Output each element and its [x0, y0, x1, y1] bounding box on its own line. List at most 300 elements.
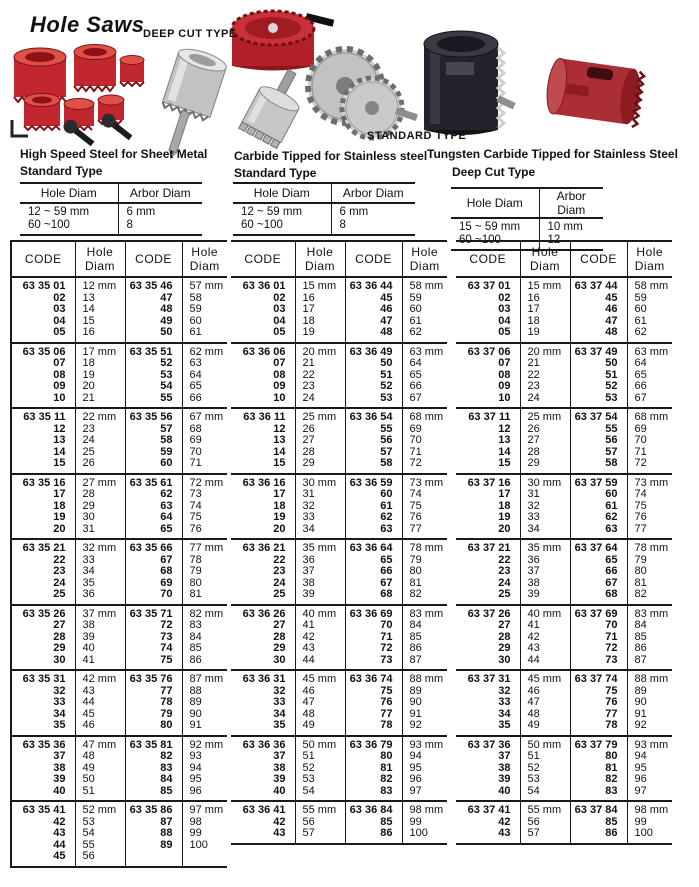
code-cell: 24	[498, 576, 511, 589]
code-cell: 85	[345, 817, 402, 829]
hole-diam-cell: 24	[75, 435, 125, 447]
hole-diam-cell: 15	[75, 316, 125, 328]
code-cell: 25	[11, 589, 75, 605]
code-cell: 58	[345, 458, 402, 474]
code-cell: 71	[570, 632, 627, 644]
code-cell: 29	[11, 643, 75, 655]
hole-diam-cell: 41	[520, 620, 570, 632]
code-cell: 56	[570, 435, 627, 447]
hole-diam-cell: 18	[75, 358, 125, 370]
hole-diam-cell: 74	[402, 489, 447, 501]
code-cell: 57	[345, 447, 402, 459]
code-cell: 70	[125, 589, 182, 605]
hole-diam-cell: 52	[520, 763, 570, 775]
hole-diam-cell: 26	[520, 424, 570, 436]
hole-diam-cell: 93 mm	[402, 736, 447, 752]
hole-diam-cell: 81	[182, 589, 227, 605]
hole-diam-cell: 48	[520, 709, 570, 721]
code-cell: 19	[273, 511, 286, 523]
code-cell: 83	[570, 786, 627, 802]
code-cell: 52	[125, 358, 182, 370]
code-cell: 63 36 54	[345, 408, 402, 424]
code-cell: 43	[456, 828, 520, 844]
code-cell: 14	[273, 445, 286, 458]
code-cell: 33	[498, 696, 511, 708]
hole-diam-cell: 81	[627, 578, 672, 590]
hole-diam-cell: 92	[627, 720, 672, 736]
code-cell: 09	[11, 381, 75, 393]
hole-diam-cell: 73	[182, 489, 227, 501]
hole-diam-cell: 100	[627, 828, 672, 844]
hole-diam-cell: 35 mm	[520, 539, 570, 555]
hole-diam-cell: 62	[402, 327, 447, 343]
code-cell: 47	[125, 293, 182, 305]
code-cell: 77	[570, 709, 627, 721]
hole-diam-cell: 67	[627, 393, 672, 409]
carbide-tipped-hole-saw-photo	[239, 62, 313, 149]
code-cell: 17	[11, 489, 75, 501]
circular-cutter-discs-photo	[308, 49, 418, 138]
code-cell: 78	[125, 697, 182, 709]
code-cell: 63 36 26	[231, 605, 295, 621]
hole-diam-cell: 13	[75, 293, 125, 305]
hole-diam-cell: 21	[520, 358, 570, 370]
code-cell: 02	[11, 293, 75, 305]
code-cell: 12	[498, 422, 511, 435]
hole-diam-cell: 59	[182, 304, 227, 316]
code-cell: 51	[345, 370, 402, 382]
hole-diam-cell: 39	[75, 632, 125, 644]
hole-diam-cell: 23	[75, 424, 125, 436]
hole-diam-cell: 47	[520, 697, 570, 709]
code-cell: 52	[345, 381, 402, 393]
hole-diam-cell: 32 mm	[75, 539, 125, 555]
code-cell: 63 36 64	[345, 539, 402, 555]
hole-diam-cell: 98 mm	[402, 801, 447, 817]
code-cell: 63 37 74	[570, 670, 627, 686]
spec-header-hole-diam: Hole Diam	[20, 183, 118, 203]
hole-diam-cell: 92	[402, 720, 447, 736]
hole-diam-cell: 79	[182, 566, 227, 578]
hole-diam-cell: 17	[295, 304, 345, 316]
code-cell: 51	[570, 370, 627, 382]
code-cell: 09	[273, 380, 286, 392]
hole-diam-cell: 16	[520, 293, 570, 305]
code-cell: 18	[273, 499, 286, 512]
hole-diam-cell: 43	[520, 643, 570, 655]
hole-diam-cell: 51	[520, 751, 570, 763]
hole-diam-cell: 75	[627, 501, 672, 513]
code-cell: 02	[273, 291, 286, 304]
hole-diam-cell: 82	[402, 589, 447, 605]
code-cell: 58	[570, 458, 627, 474]
code-cell: 37	[11, 751, 75, 763]
hole-diam-cell: 30 mm	[295, 474, 345, 490]
hole-diam-cell: 89	[182, 697, 227, 709]
code-cell: 07	[498, 357, 511, 369]
page-title: Hole Saws	[30, 12, 145, 37]
code-cell: 63 35 21	[11, 539, 75, 555]
code-cell: 72	[125, 620, 182, 632]
code-cell: 83	[125, 763, 182, 775]
hole-diam-cell: 80	[402, 566, 447, 578]
code-cell: 63 37 06	[456, 343, 520, 359]
code-cell: 42	[498, 815, 511, 828]
hole-diam-cell: 63 mm	[627, 343, 672, 359]
code-cell: 82	[570, 774, 627, 786]
code-cell: 75	[570, 686, 627, 698]
hole-saw-code-table-3	[456, 240, 672, 845]
hole-diam-cell: 34	[295, 524, 345, 540]
hole-diam-cell: 59	[402, 293, 447, 305]
code-cell: 75	[125, 655, 182, 671]
hole-diam-cell: 93	[182, 751, 227, 763]
code-cell: 63 37 01	[456, 277, 520, 293]
hole-diam-cell: 33	[75, 555, 125, 567]
code-cell: 63 35 26	[11, 605, 75, 621]
hole-diam-cell: 32	[520, 501, 570, 513]
hole-diam-cell: 42 mm	[75, 670, 125, 686]
hole-diam-cell: 48	[295, 709, 345, 721]
code-cell: 40	[273, 784, 286, 797]
hole-diam-cell: 40 mm	[295, 605, 345, 621]
hole-diam-cell: 44	[295, 655, 345, 671]
code-cell: 83	[345, 786, 402, 802]
hole-diam-cell: 86	[402, 643, 447, 655]
hole-diam-cell: 95	[627, 763, 672, 775]
code-cell: 05	[498, 326, 511, 338]
code-cell: 63 36 84	[345, 801, 402, 817]
code-cell: 63 37 79	[570, 736, 627, 752]
code-cell: 04	[273, 314, 286, 327]
code-cell: 63 37 49	[570, 343, 627, 359]
code-cell: 79	[125, 709, 182, 721]
code-cell: 48	[570, 327, 627, 343]
code-cell: 63 35 71	[125, 605, 182, 621]
code-cell: 60	[125, 458, 182, 474]
hole-diam-cell: 72 mm	[182, 474, 227, 490]
hole-diam-cell: 43	[75, 686, 125, 698]
hole-diam-cell: 31	[75, 524, 125, 540]
code-cell: 63 35 61	[125, 474, 182, 490]
code-cell: 76	[345, 697, 402, 709]
header-code: CODE	[345, 241, 402, 277]
small-red-hole-saw-photo	[544, 57, 645, 128]
code-cell: 85	[125, 786, 182, 802]
code-cell: 48	[345, 327, 402, 343]
black-hole-saw-photo	[424, 31, 516, 135]
code-cell: 63 36 21	[231, 539, 295, 555]
hole-diam-cell: 76	[402, 512, 447, 524]
code-cell: 55	[125, 393, 182, 409]
code-cell: 63 37 54	[570, 408, 627, 424]
hole-diam-cell: 79	[627, 555, 672, 567]
code-cell: 08	[273, 368, 286, 381]
hole-diam-cell: 78	[182, 555, 227, 567]
code-cell: 33	[273, 696, 286, 708]
hole-saw-code-table-2	[231, 240, 447, 845]
code-cell: 57	[125, 424, 182, 436]
hole-diam-cell: 45	[75, 709, 125, 721]
code-cell: 73	[125, 632, 182, 644]
hole-diam-cell: 28	[520, 447, 570, 459]
spec-header-arbor-diam: Arbor Diam	[118, 183, 202, 203]
hole-diam-cell: 85	[182, 643, 227, 655]
hole-diam-cell: 81	[402, 578, 447, 590]
spec-table-carbide-tipped	[233, 182, 415, 236]
hole-diam-cell: 51	[75, 786, 125, 802]
hole-diam-cell: 88 mm	[402, 670, 447, 686]
hole-diam-cell: 31	[520, 489, 570, 501]
code-cell: 02	[498, 291, 511, 304]
hole-diam-cell: 34	[75, 566, 125, 578]
hole-diam-cell: 36	[295, 555, 345, 567]
code-cell: 63 35 11	[11, 408, 75, 424]
hole-diam-cell: 56	[75, 851, 125, 867]
code-cell: 68	[125, 566, 182, 578]
code-cell: 12	[11, 424, 75, 436]
code-cell: 67	[345, 578, 402, 590]
code-cell: 61	[345, 501, 402, 513]
code-cell: 22	[11, 555, 75, 567]
hole-diam-cell: 46	[75, 720, 125, 736]
code-cell: 19	[498, 511, 511, 523]
hole-diam-cell: 87 mm	[182, 670, 227, 686]
hole-diam-cell: 70	[182, 447, 227, 459]
code-cell: 63 35 46	[125, 277, 182, 293]
code-cell: 58	[125, 435, 182, 447]
hole-diam-cell: 94	[182, 763, 227, 775]
code-cell: 10	[273, 391, 286, 404]
code-cell: 24	[273, 576, 286, 589]
code-cell: 63 36 59	[345, 474, 402, 490]
hole-diam-cell: 53	[75, 817, 125, 829]
hole-diam-cell: 37	[295, 566, 345, 578]
hole-diam-cell: 80	[627, 566, 672, 578]
hole-diam-cell: 35	[75, 578, 125, 590]
hole-diam-cell: 91	[627, 709, 672, 721]
hole-diam-cell: 75	[402, 501, 447, 513]
hole-diam-cell: 17	[520, 304, 570, 316]
hole-diam-cell: 33	[295, 512, 345, 524]
hole-diam-cell: 25 mm	[520, 408, 570, 424]
code-cell: 15	[273, 457, 286, 469]
code-cell: 63 35 86	[125, 801, 182, 817]
code-cell: 29	[273, 642, 286, 654]
code-cell: 38	[11, 763, 75, 775]
hole-diam-cell: 67 mm	[182, 408, 227, 424]
code-cell: 73	[570, 655, 627, 671]
hole-diam-cell: 100	[182, 840, 227, 852]
code-cell: 63 35 06	[11, 343, 75, 359]
hole-diam-cell: 22 mm	[75, 408, 125, 424]
code-cell: 70	[570, 620, 627, 632]
hole-diam-cell: 58 mm	[402, 277, 447, 293]
hole-diam-cell: 88	[182, 686, 227, 698]
hole-diam-cell: 53	[295, 774, 345, 786]
hole-diam-cell: 57 mm	[182, 277, 227, 293]
code-cell: 62	[125, 489, 182, 501]
hole-diam-cell: 58 mm	[627, 277, 672, 293]
code-cell: 63	[345, 524, 402, 540]
hole-diam-cell: 69	[402, 424, 447, 436]
hole-diam-cell: 27	[295, 435, 345, 447]
code-cell: 62	[570, 512, 627, 524]
hole-diam-cell: 59	[627, 293, 672, 305]
code-cell: 63	[570, 524, 627, 540]
hole-diam-cell: 25	[75, 447, 125, 459]
code-cell: 25	[273, 588, 286, 600]
hole-diam-cell: 35 mm	[295, 539, 345, 555]
hole-diam-cell: 88 mm	[627, 670, 672, 686]
code-cell: 32	[273, 684, 286, 697]
hole-diam-cell: 86	[627, 643, 672, 655]
hole-diam-cell: 47	[295, 697, 345, 709]
hole-diam-cell: 12 mm	[75, 277, 125, 293]
hole-saw-code-table-1	[10, 240, 227, 868]
code-cell: 63 35 56	[125, 408, 182, 424]
section-title-carbide-tipped: Carbide Tipped for Stainless steel	[234, 149, 428, 163]
hole-diam-cell: 57	[520, 828, 570, 844]
header-code: CODE	[11, 241, 75, 277]
code-cell: 63 36 31	[231, 670, 295, 686]
code-cell: 86	[570, 828, 627, 844]
hole-diam-cell: 61	[402, 316, 447, 328]
hole-diam-cell: 41	[295, 620, 345, 632]
code-cell: 17	[498, 488, 511, 500]
code-cell: 39	[498, 773, 511, 785]
code-cell: 63 36 16	[231, 474, 295, 490]
hole-diam-cell: 71	[627, 447, 672, 459]
spec-hole-range: 12 ~ 59 mm	[28, 206, 90, 218]
code-cell: 42	[273, 815, 286, 828]
hole-diam-cell: 29	[75, 501, 125, 513]
hole-diam-cell: 95	[402, 763, 447, 775]
code-cell: 20	[273, 522, 286, 535]
code-cell: 80	[570, 751, 627, 763]
code-cell: 04	[11, 316, 75, 328]
code-cell: 81	[570, 763, 627, 775]
code-cell: 37	[273, 750, 286, 762]
spec-header-hole-diam: Hole Diam	[451, 188, 539, 218]
hole-diam-cell: 99	[402, 817, 447, 829]
code-cell: 03	[498, 303, 511, 315]
hole-diam-cell: 98	[182, 817, 227, 829]
code-cell: 12	[273, 422, 286, 435]
hole-diam-cell: 30	[75, 512, 125, 524]
hole-diam-cell: 25 mm	[295, 408, 345, 424]
code-cell: 63 36 41	[231, 801, 295, 817]
hole-diam-cell: 77	[627, 524, 672, 540]
code-cell: 25	[498, 588, 511, 600]
spec-hole-range: 60 ~100	[233, 219, 331, 235]
section-title-high-speed-steel: High Speed Steel for Sheet Metal	[20, 147, 208, 161]
hole-diam-cell: 95	[182, 774, 227, 786]
hole-diam-cell: 16	[75, 327, 125, 343]
code-cell: 66	[345, 566, 402, 578]
code-cell: 75	[345, 686, 402, 698]
code-cell: 88	[125, 828, 182, 840]
hole-diam-cell: 26	[295, 424, 345, 436]
code-cell: 78	[345, 720, 402, 736]
hole-diam-cell: 83 mm	[402, 605, 447, 621]
code-cell: 63 35 51	[125, 343, 182, 359]
code-cell: 34	[11, 709, 75, 721]
hole-diam-cell: 61	[627, 316, 672, 328]
code-cell: 63 36 74	[345, 670, 402, 686]
hole-diam-cell: 24	[520, 393, 570, 409]
code-cell: 55	[570, 424, 627, 436]
hole-diam-cell: 19	[295, 327, 345, 343]
code-cell: 74	[125, 643, 182, 655]
code-cell: 08	[11, 370, 75, 382]
code-cell: 30	[273, 653, 286, 666]
hole-diam-cell: 72	[402, 458, 447, 474]
code-cell: 73	[345, 655, 402, 671]
code-cell: 69	[125, 578, 182, 590]
hole-diam-cell: 39	[520, 589, 570, 605]
code-cell: 04	[498, 314, 511, 327]
hole-diam-cell: 48	[75, 751, 125, 763]
hole-diam-cell: 28	[295, 447, 345, 459]
hole-diam-cell: 36	[75, 589, 125, 605]
hole-diam-cell: 54	[520, 786, 570, 802]
hole-diam-cell: 72	[627, 458, 672, 474]
hole-diam-cell: 89	[402, 686, 447, 698]
code-cell: 50	[125, 327, 182, 343]
hole-diam-cell: 50 mm	[295, 736, 345, 752]
hole-diam-cell: 52	[295, 763, 345, 775]
code-cell: 14	[11, 447, 75, 459]
hole-diam-cell: 64	[182, 370, 227, 382]
code-cell: 43	[231, 828, 295, 844]
hole-diam-cell: 31	[295, 489, 345, 501]
hole-diam-cell: 63 mm	[402, 343, 447, 359]
code-cell: 63 37 41	[456, 801, 520, 817]
hole-diam-cell: 83 mm	[627, 605, 672, 621]
code-cell: 53	[125, 370, 182, 382]
hole-diam-cell: 66	[627, 381, 672, 393]
hole-diam-cell: 22	[295, 370, 345, 382]
code-cell: 63 35 81	[125, 736, 182, 752]
hole-diam-cell: 20 mm	[520, 343, 570, 359]
hole-diam-cell: 49	[295, 720, 345, 736]
spec-hole-range: 12 ~ 59 mm	[241, 206, 303, 218]
hole-diam-cell: 60	[627, 304, 672, 316]
hole-diam-cell: 50	[75, 774, 125, 786]
code-cell: 53	[345, 393, 402, 409]
code-cell: 65	[570, 555, 627, 567]
hole-diam-cell: 76	[182, 524, 227, 540]
hole-diam-cell: 70	[627, 435, 672, 447]
hole-diam-cell: 60	[402, 304, 447, 316]
code-cell: 80	[125, 720, 182, 736]
section-subtitle-high-speed-steel: Standard Type	[20, 164, 103, 178]
hole-diam-cell: 37	[520, 566, 570, 578]
hole-diam-cell: 99	[182, 828, 227, 840]
hole-diam-cell: 64	[402, 358, 447, 370]
hole-diam-cell: 58	[182, 293, 227, 305]
code-cell: 63	[125, 501, 182, 513]
code-cell: 70	[345, 620, 402, 632]
hole-diam-cell: 52 mm	[75, 801, 125, 817]
hole-diam-cell: 23	[295, 381, 345, 393]
hole-diam-cell: 90	[627, 697, 672, 709]
spec-hole-range: 15 ~ 59 mm	[459, 221, 521, 233]
code-cell: 80	[345, 751, 402, 763]
header-hole-diam: Hole Diam	[627, 241, 672, 277]
code-cell: 63 37 31	[456, 670, 520, 686]
